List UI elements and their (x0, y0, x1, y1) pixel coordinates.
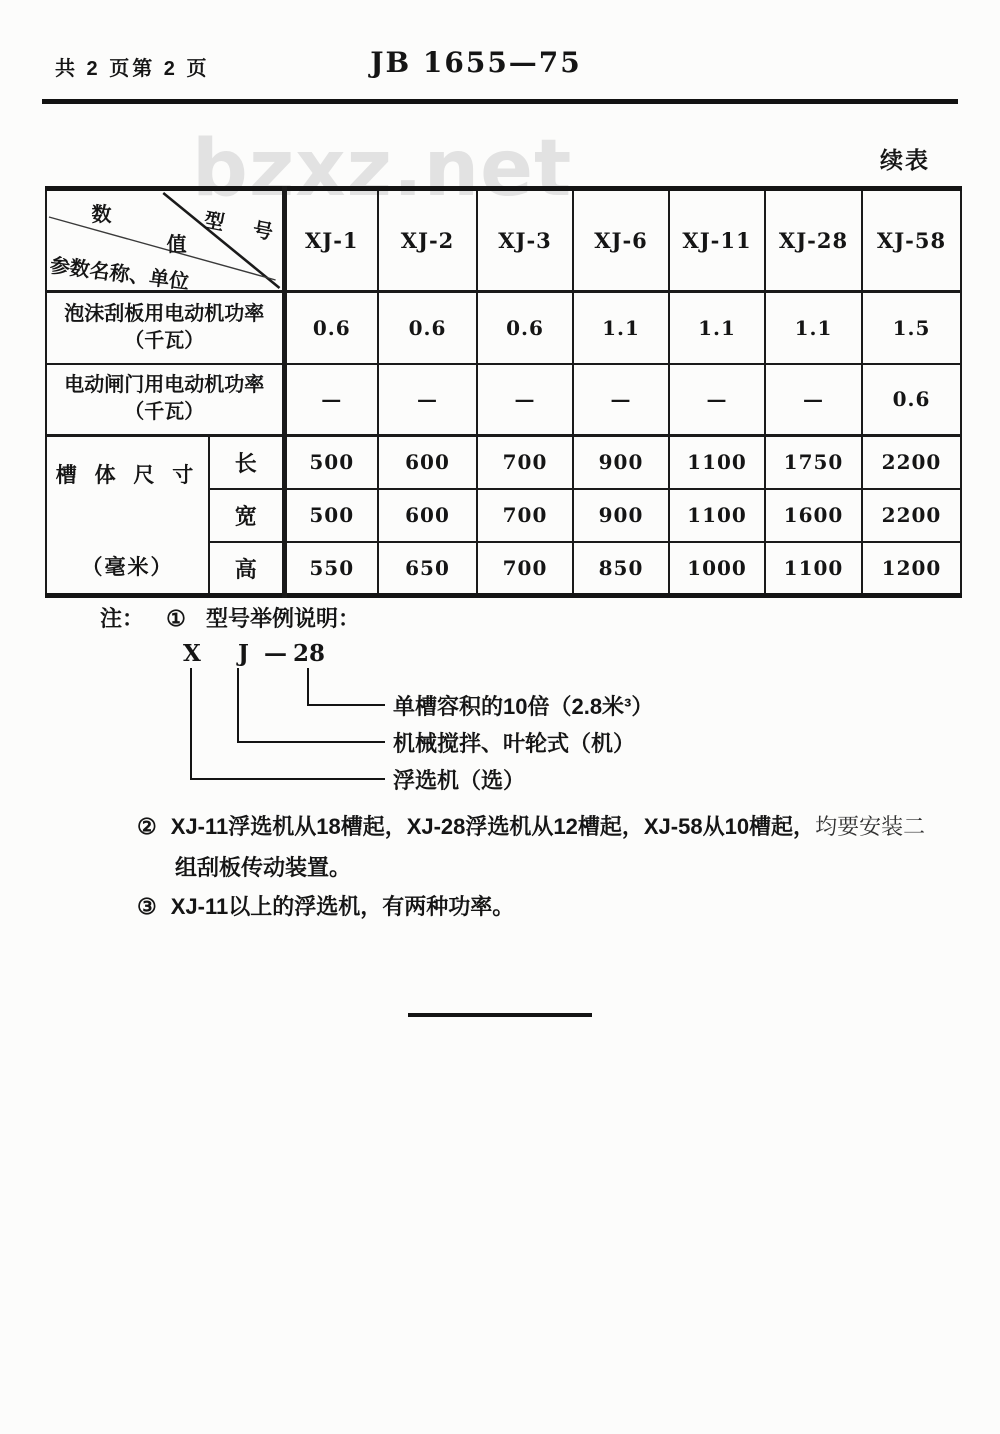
table-cell: 1600 (765, 489, 862, 542)
table-cell: 500 (284, 436, 378, 489)
row-label (46, 292, 284, 364)
branch-label-flotation: 浮选机（选） (393, 768, 526, 793)
table-cell: 600 (378, 436, 477, 489)
table-cell: 700 (477, 436, 573, 489)
table-cell: 2200 (862, 436, 961, 489)
note-2-text-regular: 均要安装二 (815, 814, 926, 839)
dimension-group-unit: （毫米） (81, 556, 174, 579)
note-3 (137, 890, 514, 921)
corner-model-label: 型 号 (202, 209, 287, 247)
table-cell: 600 (378, 489, 477, 542)
table-cell: 0.6 (862, 364, 961, 436)
connector-line-x (190, 668, 385, 780)
table-row-gate-power (46, 364, 961, 436)
model-header: XJ-28 (765, 189, 862, 292)
sheet-label: 共 2 页第 2 页 (55, 58, 210, 80)
row-label-unit: （千瓦） (124, 401, 205, 424)
model-header: XJ-2 (378, 189, 477, 292)
table-cell: 1.5 (862, 292, 961, 364)
table-cell: — (284, 364, 378, 436)
dimension-group-label (46, 436, 209, 596)
table-cell: 1100 (669, 436, 765, 489)
table-cell: 1.1 (669, 292, 765, 364)
note-2-text-bold: XJ-11浮选机从18槽起，XJ-28浮选机从12槽起，XJ-58从10槽起， (170, 814, 816, 839)
table-row-scraper-power (46, 292, 961, 364)
note-1 (100, 602, 360, 633)
end-of-document-rule (408, 1013, 592, 1017)
table-cell: 0.6 (284, 292, 378, 364)
dimension-group-title: 槽 体 尺 寸 (55, 464, 200, 487)
row-label-unit: （千瓦） (124, 329, 205, 352)
table-cell: 700 (477, 542, 573, 595)
diagonal-header-cell (46, 189, 287, 295)
table-cell: 1.1 (765, 292, 862, 364)
row-label (46, 364, 284, 436)
model-header: XJ-1 (284, 189, 378, 292)
table-cell: 700 (477, 489, 573, 542)
corner-value-char2: 值 (166, 233, 187, 256)
model-code-diagram (150, 640, 890, 805)
table-cell: 0.6 (477, 292, 573, 364)
model-part-j: J (238, 640, 249, 667)
table-cell: 1100 (669, 489, 765, 542)
continued-table-label: 续表 (880, 147, 930, 173)
table-cell: 900 (573, 436, 669, 489)
table-cell: 0.6 (378, 292, 477, 364)
note-1-number: ① (166, 606, 186, 631)
corner-param-label: 参数名称、单位 (48, 255, 190, 295)
model-header: XJ-3 (477, 189, 573, 292)
table-cell: 550 (284, 542, 378, 595)
table-cell: 2200 (862, 489, 961, 542)
branch-label-mechanical: 机械搅拌、叶轮式（机） (393, 731, 636, 756)
table-cell: — (573, 364, 669, 436)
table-cell: 1750 (765, 436, 862, 489)
note-3-text: XJ-11以上的浮选机，有两种功率。 (170, 894, 515, 919)
table-cell: — (378, 364, 477, 436)
header-rule (42, 99, 958, 104)
table-cell: — (765, 364, 862, 436)
dimension-sub-label: 长 (209, 436, 284, 489)
row-label-text: 泡沫刮板用电动机功率 (64, 302, 265, 325)
table-cell: 650 (378, 542, 477, 595)
model-header: XJ-58 (862, 189, 961, 292)
model-header: XJ-11 (669, 189, 765, 292)
dimension-sub-label: 高 (209, 542, 284, 595)
table-cell: 1200 (862, 542, 961, 595)
table-header-row (46, 189, 961, 292)
corner-value-char1: 数 (91, 203, 112, 226)
note-2 (137, 810, 925, 841)
table-cell: 1000 (669, 542, 765, 595)
table-row-length (46, 436, 961, 489)
table-cell: — (477, 364, 573, 436)
note-3-number: ③ (137, 894, 157, 919)
note-1-text: 型号举例说明： (206, 606, 361, 631)
model-part-x: X (183, 640, 201, 667)
table-cell: 850 (573, 542, 669, 595)
dimension-sub-label: 宽 (209, 489, 284, 542)
table-cell: — (669, 364, 765, 436)
row-label-text: 电动闸门用电动机功率 (64, 374, 265, 397)
spec-table (45, 186, 962, 598)
notes-prefix: 注： (100, 606, 145, 631)
standard-number: JB 1655—75 (370, 46, 582, 79)
note-2-line2: 组刮板传动装置。 (175, 855, 352, 880)
model-part-number: 28 (293, 640, 326, 667)
table-cell: 900 (573, 489, 669, 542)
watermark: bzxz.net (192, 124, 573, 214)
table-cell: 1100 (765, 542, 862, 595)
branch-label-volume: 单槽容积的10倍（2.8米³） (393, 694, 654, 719)
model-part-dash: — (264, 640, 287, 667)
note-2-number: ② (137, 814, 157, 839)
model-header: XJ-6 (573, 189, 669, 292)
table-cell: 500 (284, 489, 378, 542)
table-cell: 1.1 (573, 292, 669, 364)
